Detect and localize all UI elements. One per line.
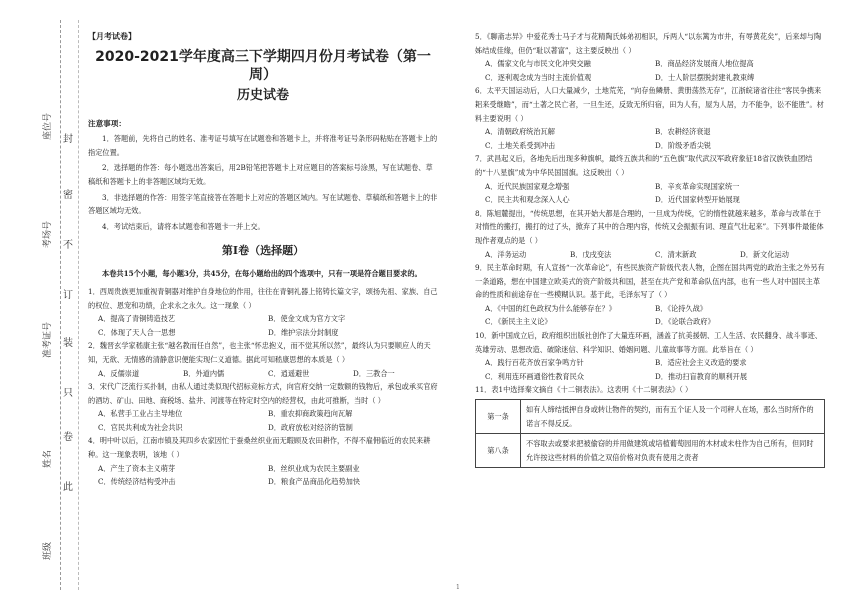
option-item: C．《新民主主义论》 bbox=[485, 317, 552, 327]
question-stem: 6．太平天国运动后，人口大量减少，土地荒芜，“向存鱼鳞册、黄册荡然无存”，江浙皖诸省往往“客民争携来耜来受继瞻”，而“土著之民亡者，一旦生还，反致无所归宿，田为人有，屋为人居，力不能争，讼不能胜”。材料主要说明（ ） bbox=[475, 86, 824, 123]
question-stem: 2．魏晋玄学家嵇康主张“越名教而任自然”，也主张“怀忠抱义，而不觉其所以然”，最终认为只要顺应人的天知，无欲、无情感的清静意识便能实现仁义道德。据此可知嵇康思想的本质是（ ） bbox=[88, 341, 431, 364]
question-item bbox=[475, 207, 825, 261]
notice-item: 4．考试结束后，请将本试题卷和答题卡一并上交。 bbox=[102, 221, 265, 231]
option-item: D．阶级矛盾尖锐 bbox=[655, 140, 712, 150]
seal-char: 装 bbox=[63, 338, 73, 349]
section-title: 第Ⅰ卷（选择题） bbox=[221, 244, 305, 258]
option-item: B．《论持久战》 bbox=[655, 303, 707, 313]
notice-item: 3．非选择题的作答：用签字笔直接答在答题卡上对应的答题区域内。写在试题卷、草稿纸和答题卡上的非答题区域均无效。 bbox=[88, 192, 438, 216]
option-item: C．传统经济结构受冲击 bbox=[98, 477, 176, 487]
question-stem: 1．西周贵族更加重视青铜器对维护自身地位的作用，往往在青铜礼器上铭铸长篇文字，颂扬先祖、家族、自己的权位、恩宠和功绩，企求永之永久。这一现象（ ） bbox=[88, 286, 438, 310]
binding-line bbox=[60, 20, 61, 590]
option-list bbox=[88, 462, 438, 489]
option-list bbox=[88, 312, 438, 339]
table-key: 第一条 bbox=[476, 400, 521, 434]
notice-item: 2．选择题的作答：每小题选出答案后，用2B铅笔把答题卡上对应题目的答案标号涂黑，写在试题卷、草稿纸和答题卡上的非答题区域均无效。 bbox=[88, 163, 433, 186]
option-item: B．戊戌变法 bbox=[570, 249, 612, 259]
option-item: B．丝织业成为农民主要副业 bbox=[268, 463, 360, 473]
option-item: A．洋务运动 bbox=[485, 249, 527, 259]
option-item: B．商品经济发展商人地位提高 bbox=[655, 59, 754, 69]
option-item: B．使金文成为官方文字 bbox=[268, 314, 346, 324]
option-item: A．近代民族国家观念增强 bbox=[485, 181, 570, 191]
page-number: 1 bbox=[456, 584, 460, 591]
option-item: A．私营手工业占主导地位 bbox=[98, 409, 183, 419]
option-list bbox=[475, 356, 825, 383]
option-item: D．三教合一 bbox=[353, 368, 395, 378]
option-item: B．适应社会主义改造的要求 bbox=[655, 358, 747, 368]
question-list-left bbox=[88, 285, 438, 489]
option-item: D．维护宗法分封制度 bbox=[268, 327, 339, 337]
table-text: 不容取去或要求把被偷窃的并用做建筑或培植葡萄园用的木材或未柱作为自己所有，但同时允许按这些材料的价值之双倍价格对负责有使用之责者 bbox=[521, 434, 825, 468]
option-item: B．外道内儒 bbox=[183, 368, 225, 378]
option-item: C．民主共和观念深入人心 bbox=[485, 195, 570, 205]
question-item bbox=[88, 339, 438, 380]
option-list bbox=[88, 367, 438, 381]
question-stem: 9．民主革命时期，有人宣扬“一次革命论”，有些民族资产阶级代表人物，企图在国共两党的政治主张之外另有一条道路，想在中国建立欧美式的资产阶级共和国，甚至在共产党和革命队伍内部，也有一些人对中国民主革命的性质和前途存在一些模糊认识。基于此，毛泽东写了（ ） bbox=[475, 263, 825, 300]
option-item: B．辛亥革命实现国家统一 bbox=[655, 181, 740, 191]
option-item: C．土地关系受到冲击 bbox=[485, 140, 556, 150]
option-item: C．逐利观念成为当时主流价值观 bbox=[485, 72, 592, 82]
question-stem: 5．《聊斋志异》中爱花秀士马子才与花精陶氏姊弟初相识，斥两人“以东篱为市井，有辱黄花矣”，后来却与陶姊结成佳缘，但仍“耻以著富”，这主要反映出（ ） bbox=[475, 32, 822, 55]
notice-item: 1．答题前，先将自己的姓名、准考证号填写在试题卷和答题卡上，并将准考证号条形码粘贴在答题卡上的指定位置。 bbox=[88, 134, 438, 157]
exam-title: 2020-2021学年度高三下学期四月份月考试卷（第一周） bbox=[95, 48, 431, 83]
table-row bbox=[476, 434, 825, 468]
option-item: D．近代国家转型开始展现 bbox=[655, 195, 740, 205]
seal-char: 只 bbox=[63, 388, 73, 399]
option-item: A．反儒崇道 bbox=[98, 368, 140, 378]
option-item: B．重农抑商政策趋向瓦解 bbox=[268, 409, 353, 419]
left-column bbox=[88, 30, 438, 489]
option-item: A．践行百花齐放百家争鸣方针 bbox=[485, 358, 584, 368]
question-stem: 11．表1中选择秦文摘自《十二铜表法》。这表明《十二铜表法》（ ） bbox=[475, 385, 693, 395]
seal-char: 此 bbox=[63, 482, 73, 493]
option-item: A．儒家文化与市民文化冲突交融 bbox=[485, 59, 591, 69]
question-list-right bbox=[475, 30, 825, 468]
option-item: D．推动扫盲教育的顺利开展 bbox=[655, 371, 748, 381]
question-stem: 10．新中国成立后，政府组织出版社创作了大量连环画，涵盖了抗美援朝、工人生活、农民翻身、战斗事迹、英雄劳动、思想改造、破除迷信、科学知识、婚姻问题、儿童故事等方面。此举旨在（ ） bbox=[475, 331, 822, 354]
option-item: D．新文化运动 bbox=[740, 249, 789, 259]
option-item: A．清朝政府统治瓦解 bbox=[485, 127, 555, 137]
option-item: A．《中国的红色政权为什么能够存在？》 bbox=[485, 303, 616, 313]
option-list bbox=[475, 248, 825, 262]
seal-char: 不 bbox=[63, 240, 73, 251]
question-item bbox=[475, 152, 825, 206]
question-item bbox=[475, 261, 825, 329]
option-item: D．政府放松对经济的管制 bbox=[268, 422, 353, 432]
question-item bbox=[88, 285, 438, 339]
option-list bbox=[475, 57, 825, 84]
option-item: D．粮食产品商品化趋势加快 bbox=[268, 477, 361, 487]
option-item: D．士人阶层摆脱封建礼教束缚 bbox=[655, 72, 755, 82]
seal-char: 密 bbox=[63, 190, 73, 201]
question-stem: 8．陈旭麓提出，“传统思想，在其开始大都是合理的，一旦成为传统，它的惰性就越来越多，革命与改革在于对惰性的搬打，搬打的过了头，掀弃了其中的合理内容，传统又会振振有词、理直气壮起来”。下列事件最能体现作者观点的是（ ） bbox=[475, 208, 824, 245]
option-list bbox=[88, 407, 438, 434]
question-stem: 3．宋代广泛流行买扑制，由私人通过类似现代招标竞标方式，向官府交纳一定数额的钱物后，承包或承买官府的酒坊、矿山、田地、商税场、盐井、河渡等在特定时空内的经营权，由此可推断，当时（ ） bbox=[88, 382, 438, 405]
class-label: 班级 bbox=[43, 541, 53, 560]
question-item bbox=[475, 383, 825, 468]
exam-subtitle: 历史试卷 bbox=[236, 87, 289, 103]
seat-number-label: 座位号 bbox=[43, 112, 53, 140]
option-list bbox=[475, 302, 825, 329]
binding-margin bbox=[0, 0, 80, 608]
law-table bbox=[475, 399, 825, 468]
table-row bbox=[476, 400, 825, 434]
question-item bbox=[88, 434, 438, 488]
option-list bbox=[475, 180, 825, 207]
question-item bbox=[475, 84, 825, 152]
option-item: A．产生了资本主义萌芽 bbox=[98, 463, 176, 473]
option-item: B．农耕经济衰退 bbox=[655, 127, 711, 137]
admission-number-label: 准考证号 bbox=[43, 321, 53, 358]
seal-char: 卷 bbox=[63, 432, 73, 443]
option-item: D．《论联合政府》 bbox=[655, 317, 715, 327]
question-stem: 7．武昌起义后，各地先后出现多种旗帜，最终五族共和的“五色旗”取代武汉军政府象征18省汉族铁血团结的“十八星旗”成为中华民国国旗。这反映出（ ） bbox=[475, 154, 813, 177]
table-key: 第八条 bbox=[476, 434, 521, 468]
option-item: C．利用连环画通俗性教育民众 bbox=[485, 371, 584, 381]
name-label: 姓名 bbox=[43, 449, 53, 468]
option-item: C．官民共利成为社会共识 bbox=[98, 422, 183, 432]
exam-room-label: 考场号 bbox=[43, 220, 53, 248]
seal-char: 订 bbox=[63, 290, 73, 301]
exam-badge: 【月考试卷】 bbox=[88, 31, 136, 41]
question-item bbox=[475, 329, 825, 383]
option-item: A．提高了青铜铸造技艺 bbox=[98, 314, 176, 324]
binding-line-inner bbox=[78, 20, 79, 590]
notice-heading: 注意事项： bbox=[88, 118, 126, 128]
question-item bbox=[88, 380, 438, 434]
option-list bbox=[475, 125, 825, 152]
option-item: C．体现了天人合一思想 bbox=[98, 327, 176, 337]
right-column bbox=[475, 30, 825, 468]
option-item: C．清末新政 bbox=[655, 249, 697, 259]
seal-char: 封 bbox=[63, 134, 73, 145]
option-item: C．逍遥避世 bbox=[268, 368, 310, 378]
question-item bbox=[475, 30, 825, 84]
section-intro: 本卷共15个小题，每小题3分，共45分，在每小题给出的四个选项中，只有一项是符合题目要求的。 bbox=[102, 269, 422, 279]
table-text: 如有人缔结抵押自身或转让物件的契约，而有五个证人及一个司秤人在场，那么当时所作的诺言不得反反。 bbox=[521, 400, 825, 434]
question-stem: 4．明中叶以后，江南市镇及其四乡农家因忙于蚕桑丝织业而无暇顾及农田耕作，不得不雇佣临近的农民来耕种。这一现象表明，该地（ ） bbox=[88, 436, 431, 460]
